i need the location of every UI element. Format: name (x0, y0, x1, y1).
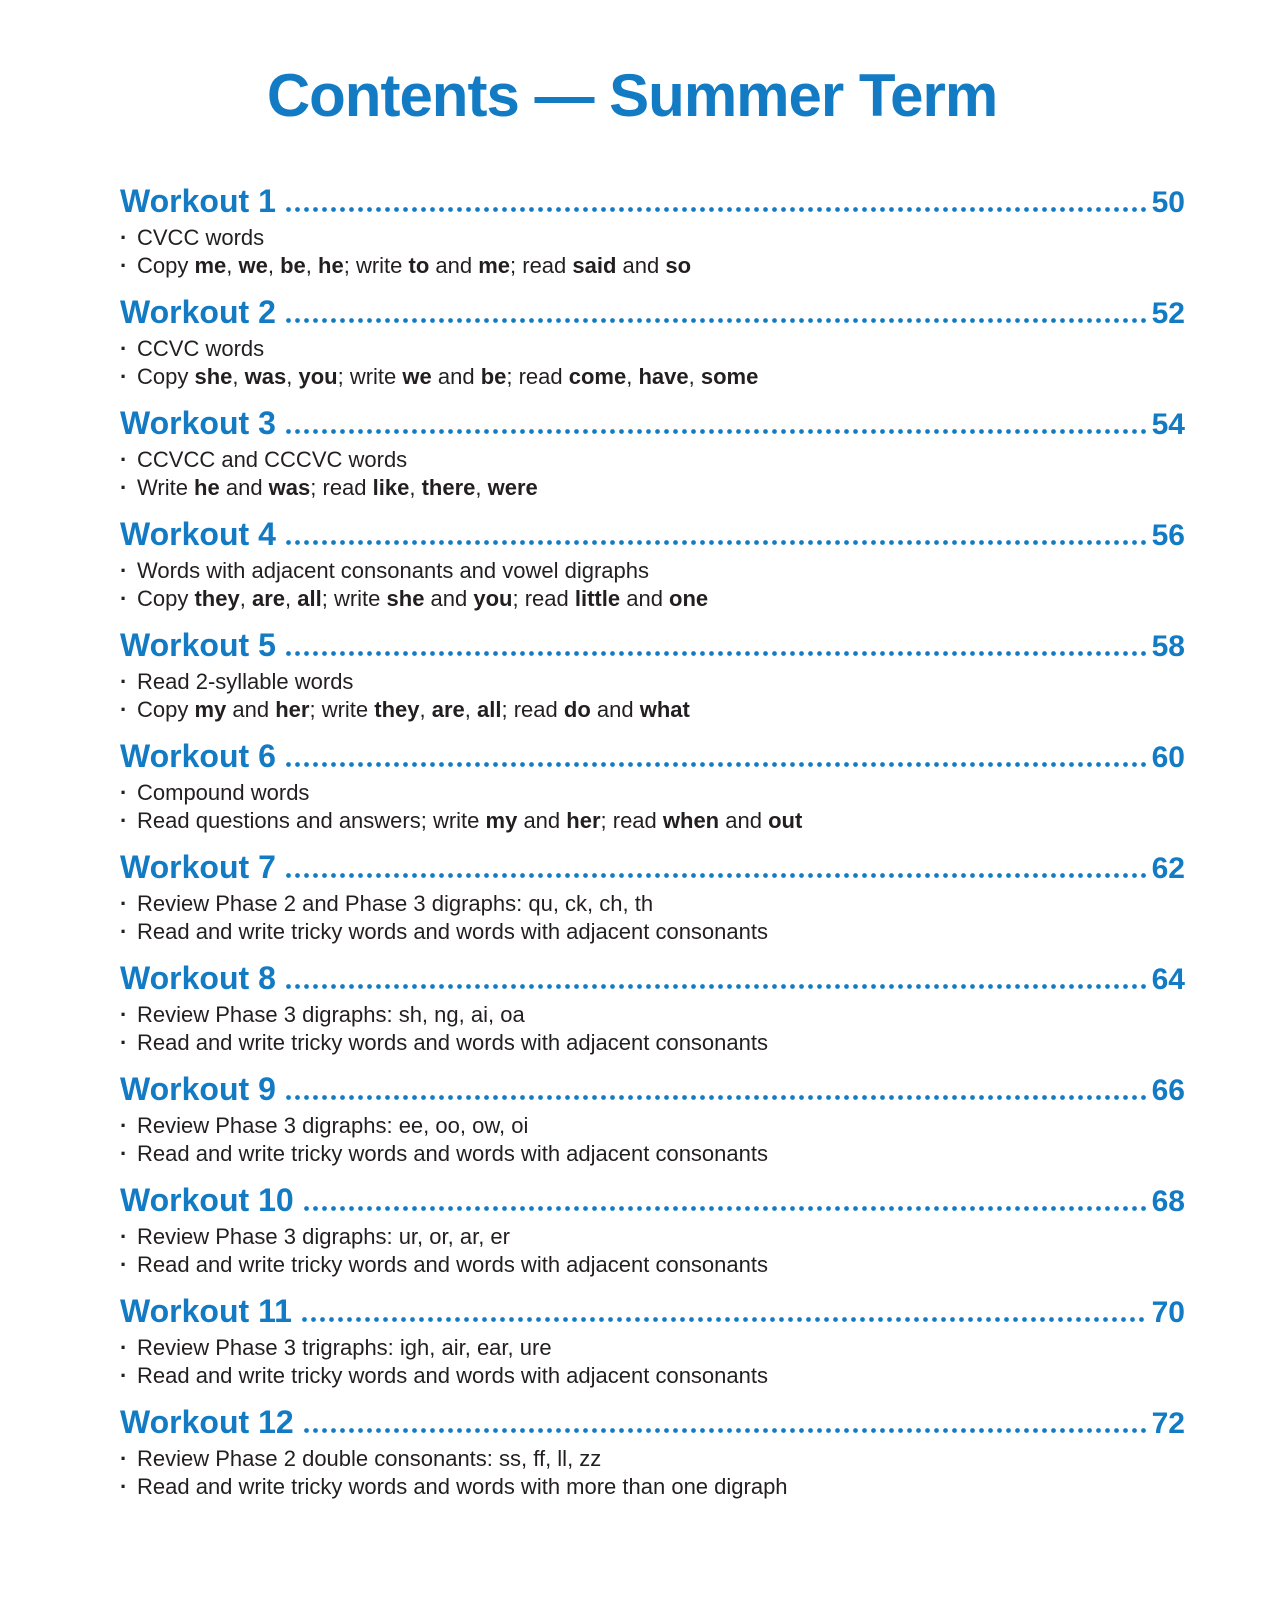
bullet-item (120, 585, 1185, 613)
bullet-text: Read and write tricky words and words with adjacent consonants (137, 1252, 768, 1277)
bullet-dot-icon: · (120, 1224, 128, 1249)
toc-entry-heading (120, 1403, 1185, 1443)
toc-entry (120, 1181, 1185, 1279)
page-number: 54 (1151, 408, 1185, 441)
bullet-item (120, 252, 1185, 280)
bullet-item (120, 918, 1185, 946)
bullet-dot-icon: · (120, 336, 128, 361)
bullet-text: Copy my and her; write they, are, all; read do and what (137, 697, 690, 722)
bullet-item (120, 1445, 1185, 1473)
toc-entry-heading (120, 404, 1185, 444)
bullet-text: Review Phase 3 digraphs: ee, oo, ow, oi (137, 1113, 529, 1138)
bullet-text: Words with adjacent consonants and vowel digraphs (137, 558, 650, 583)
bullet-item (120, 1334, 1185, 1362)
bullet-text: Read and write tricky words and words with adjacent consonants (137, 1030, 768, 1055)
toc-entry (120, 404, 1185, 502)
bullet-text: Review Phase 2 double consonants: ss, ff, ll, zz (137, 1446, 602, 1471)
bullet-item (120, 335, 1185, 363)
bullet-text: Read and write tricky words and words with adjacent consonants (137, 1141, 768, 1166)
bullet-text: Read and write tricky words and words with adjacent consonants (137, 1363, 768, 1388)
workout-label: Workout 4 (120, 516, 276, 552)
bullet-dot-icon: · (120, 1002, 128, 1027)
bullet-dot-icon: · (120, 1030, 128, 1055)
toc-entry-heading (120, 626, 1185, 666)
bullet-item (120, 474, 1185, 502)
bullet-text: Review Phase 3 digraphs: sh, ng, ai, oa (137, 1002, 525, 1027)
bullet-text: CCVC words (137, 336, 265, 361)
page-number: 56 (1151, 519, 1185, 552)
bullet-dot-icon: · (120, 891, 128, 916)
page-number: 52 (1151, 297, 1185, 330)
bullet-dot-icon: · (120, 919, 128, 944)
bullet-text: CCVCC and CCCVC words (137, 447, 408, 472)
page-number: 68 (1151, 1185, 1185, 1218)
workout-label: Workout 12 (120, 1404, 294, 1440)
bullet-item (120, 446, 1185, 474)
workout-label: Workout 7 (120, 849, 276, 885)
bullet-item (120, 557, 1185, 585)
bullet-item (120, 779, 1185, 807)
bullet-list (120, 446, 1185, 502)
bullet-text: Copy me, we, be, he; write to and me; read said and so (137, 253, 692, 278)
toc-entry (120, 182, 1185, 280)
bullet-text: Read and write tricky words and words with more than one digraph (137, 1474, 788, 1499)
toc-entry-heading (120, 293, 1185, 333)
page-number: 58 (1151, 630, 1185, 663)
bullet-dot-icon: · (120, 1474, 128, 1499)
dot-leader (286, 984, 1148, 989)
bullet-list (120, 1001, 1185, 1057)
bullet-text: Review Phase 2 and Phase 3 digraphs: qu, ck, ch, th (137, 891, 654, 916)
page-title: Contents — Summer Term (266, 62, 998, 129)
bullet-list (120, 1445, 1185, 1501)
bullet-list (120, 1334, 1185, 1390)
bullet-dot-icon: · (120, 1335, 128, 1360)
page-number: 50 (1151, 186, 1185, 219)
bullet-dot-icon: · (120, 475, 128, 500)
bullet-item (120, 1473, 1185, 1501)
bullet-item (120, 1223, 1185, 1251)
dot-leader (286, 207, 1148, 212)
bullet-text: CVCC words (137, 225, 265, 250)
bullet-text: Read 2-syllable words (137, 669, 354, 694)
bullet-dot-icon: · (120, 586, 128, 611)
workout-label: Workout 11 (120, 1293, 292, 1329)
dot-leader (304, 1206, 1148, 1211)
workout-label: Workout 8 (120, 960, 276, 996)
page-number: 60 (1151, 741, 1185, 774)
bullet-item (120, 1112, 1185, 1140)
bullet-item (120, 1001, 1185, 1029)
page-number: 62 (1151, 852, 1185, 885)
bullet-dot-icon: · (120, 1363, 128, 1388)
bullet-item (120, 1362, 1185, 1390)
bullet-dot-icon: · (120, 364, 128, 389)
dot-leader (286, 540, 1148, 545)
bullet-item (120, 1029, 1185, 1057)
bullet-list (120, 668, 1185, 724)
workout-label: Workout 3 (120, 405, 276, 441)
toc-entry (120, 293, 1185, 391)
page-number: 64 (1151, 963, 1185, 996)
toc-entry-heading (120, 959, 1185, 999)
bullet-dot-icon: · (120, 1252, 128, 1277)
page-number: 70 (1151, 1296, 1185, 1329)
toc-entry-heading (120, 1181, 1185, 1221)
toc-entries (120, 182, 1185, 1501)
toc-entry-heading (120, 515, 1185, 555)
bullet-text: Read and write tricky words and words with adjacent consonants (137, 919, 768, 944)
workout-label: Workout 2 (120, 294, 276, 330)
bullet-item (120, 1140, 1185, 1168)
dot-leader (286, 429, 1148, 434)
bullet-list (120, 335, 1185, 391)
bullet-text: Copy she, was, you; write we and be; read come, have, some (137, 364, 759, 389)
dot-leader (286, 762, 1148, 767)
bullet-dot-icon: · (120, 808, 128, 833)
bullet-dot-icon: · (120, 253, 128, 278)
bullet-list (120, 1112, 1185, 1168)
bullet-text: Read questions and answers; write my and her; read when and out (137, 808, 803, 833)
workout-label: Workout 9 (120, 1071, 276, 1107)
bullet-dot-icon: · (120, 225, 128, 250)
bullet-item (120, 890, 1185, 918)
page-number: 72 (1151, 1407, 1185, 1440)
bullet-item (120, 807, 1185, 835)
toc-entry (120, 1403, 1185, 1501)
page-number: 66 (1151, 1074, 1185, 1107)
toc-entry (120, 626, 1185, 724)
workout-label: Workout 1 (120, 183, 276, 219)
bullet-text: Compound words (137, 780, 310, 805)
dot-leader (286, 1095, 1148, 1100)
bullet-item (120, 224, 1185, 252)
dot-leader (286, 318, 1148, 323)
bullet-list (120, 557, 1185, 613)
bullet-item (120, 363, 1185, 391)
bullet-dot-icon: · (120, 1141, 128, 1166)
dot-leader (302, 1317, 1148, 1322)
bullet-dot-icon: · (120, 669, 128, 694)
workout-label: Workout 5 (120, 627, 276, 663)
bullet-item (120, 696, 1185, 724)
bullet-dot-icon: · (120, 697, 128, 722)
bullet-text: Copy they, are, all; write she and you; read little and one (137, 586, 709, 611)
bullet-dot-icon: · (120, 558, 128, 583)
workout-label: Workout 6 (120, 738, 276, 774)
toc-entry-heading (120, 737, 1185, 777)
bullet-dot-icon: · (120, 1113, 128, 1138)
bullet-dot-icon: · (120, 780, 128, 805)
workout-label: Workout 10 (120, 1182, 294, 1218)
toc-entry (120, 1292, 1185, 1390)
toc-entry (120, 737, 1185, 835)
toc-entry (120, 1070, 1185, 1168)
bullet-text: Write he and was; read like, there, were (137, 475, 538, 500)
bullet-text: Review Phase 3 digraphs: ur, or, ar, er (137, 1224, 510, 1249)
toc-entry (120, 515, 1185, 613)
toc-entry (120, 959, 1185, 1057)
toc-entry-heading (120, 1292, 1185, 1332)
bullet-list (120, 779, 1185, 835)
dot-leader (304, 1428, 1148, 1433)
bullet-list (120, 1223, 1185, 1279)
bullet-text: Review Phase 3 trigraphs: igh, air, ear, ure (137, 1335, 552, 1360)
toc-entry-heading (120, 848, 1185, 888)
dot-leader (286, 873, 1148, 878)
bullet-list (120, 224, 1185, 280)
dot-leader (286, 651, 1148, 656)
toc-entry-heading (120, 182, 1185, 222)
bullet-item (120, 668, 1185, 696)
toc-entry (120, 848, 1185, 946)
bullet-dot-icon: · (120, 447, 128, 472)
bullet-dot-icon: · (120, 1446, 128, 1471)
bullet-item (120, 1251, 1185, 1279)
bullet-list (120, 890, 1185, 946)
toc-entry-heading (120, 1070, 1185, 1110)
